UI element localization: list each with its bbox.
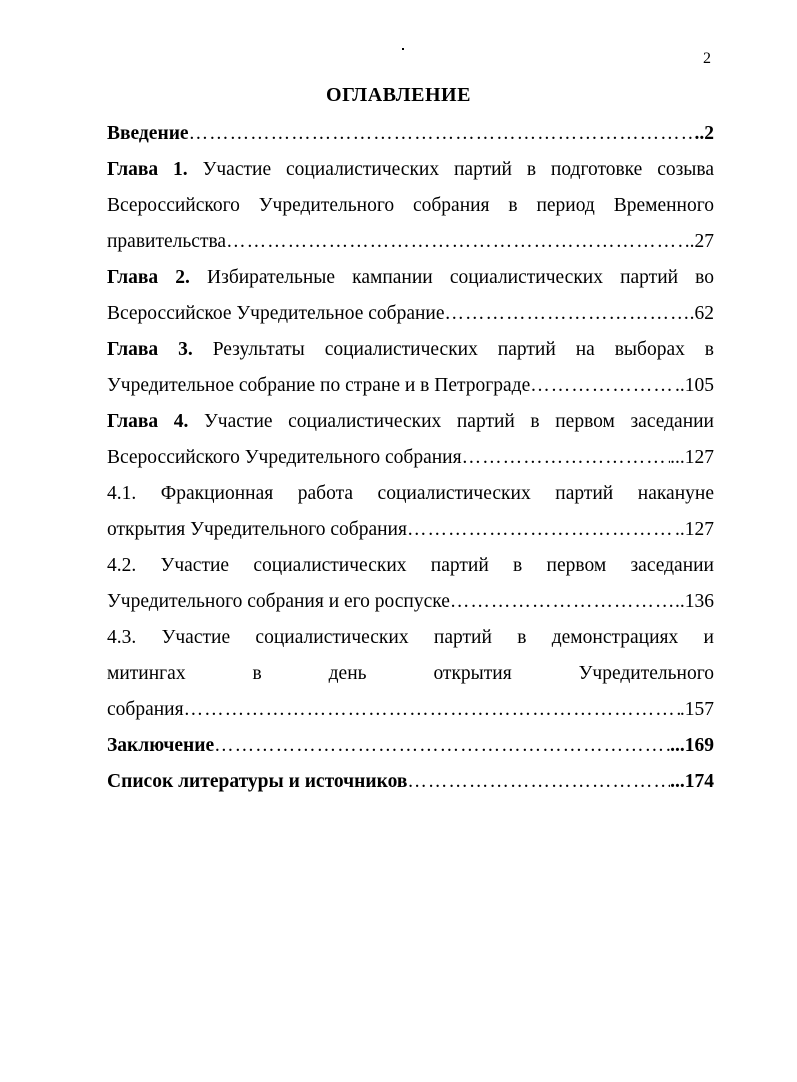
chapter-prefix: Глава 1. bbox=[107, 159, 188, 180]
toc-entry-chapter-2[interactable] bbox=[107, 260, 714, 332]
toc-entry-text: Избирательные кампании социалистических партий во bbox=[207, 267, 714, 288]
dot-leader bbox=[189, 116, 695, 152]
toc-entry-label: Заключение bbox=[107, 735, 215, 756]
toc-entry-section-4-2[interactable] bbox=[107, 548, 714, 620]
dot-leader bbox=[445, 296, 690, 332]
dot-leader bbox=[450, 584, 675, 620]
toc-entry-chapter-4[interactable] bbox=[107, 404, 714, 476]
toc-page-number: ..27 bbox=[684, 231, 714, 252]
toc-page-number: ..105 bbox=[675, 375, 714, 396]
toc-entry-text: Участие социалистических партий в подготовке созыва bbox=[202, 159, 714, 180]
chapter-prefix: Глава 2. bbox=[107, 267, 190, 288]
chapter-prefix: Глава 3. bbox=[107, 339, 193, 360]
toc-entry-section-4-1[interactable] bbox=[107, 476, 714, 548]
toc-entry-text: 4.3. Участие социалистических партий в демонстрациях и bbox=[107, 627, 714, 648]
toc-entry-text: Всероссийского Учредительного собрания bbox=[107, 447, 462, 468]
toc-entry-text: 4.2. Участие социалистических партий в первом заседании bbox=[107, 555, 714, 576]
chapter-prefix: Глава 4. bbox=[107, 411, 189, 432]
toc-entry-label: Введение bbox=[107, 123, 189, 144]
dot-leader bbox=[226, 224, 685, 260]
toc-entry-intro[interactable] bbox=[107, 116, 714, 152]
toc-entry-chapter-3[interactable] bbox=[107, 332, 714, 404]
toc-entry-text: Учредительного собрания и его роспуске bbox=[107, 591, 450, 612]
toc-page-number: ..2 bbox=[694, 123, 714, 144]
toc-page-number: .157 bbox=[679, 699, 714, 720]
toc-entry-section-4-3[interactable] bbox=[107, 620, 714, 728]
toc-page-number: .62 bbox=[689, 303, 714, 324]
toc-entry-text: Участие социалистических партий в первом заседании bbox=[204, 411, 714, 432]
toc-entry-conclusion[interactable] bbox=[107, 728, 714, 764]
toc-entry-text: Учредительное собрание по стране и в Петрограде bbox=[107, 375, 531, 396]
toc-entry-text: Результаты социалистических партий на выборах в bbox=[212, 339, 714, 360]
dot-leader bbox=[214, 728, 670, 764]
toc-page-number: ...127 bbox=[670, 447, 714, 468]
toc-entry-text: митингах в день открытия Учредительного bbox=[107, 663, 714, 684]
toc-entry-chapter-1[interactable] bbox=[107, 152, 714, 260]
toc-page-number: ...169 bbox=[670, 735, 714, 756]
page-number: 2 bbox=[703, 50, 711, 67]
dot-leader bbox=[530, 368, 675, 404]
toc-entry-references[interactable] bbox=[107, 764, 714, 800]
toc-entry-text: собрания bbox=[107, 699, 184, 720]
dot-leader bbox=[184, 692, 680, 728]
page-title: ОГЛАВЛЕНИЕ bbox=[326, 84, 471, 106]
toc-entry-text: правительства bbox=[107, 231, 227, 252]
toc-entry-text: 4.1. Фракционная работа социалистических партий накануне bbox=[107, 483, 714, 504]
table-of-contents bbox=[107, 116, 714, 800]
dot-leader bbox=[462, 440, 671, 476]
toc-entry-text: Всероссийского Учредительного собрания в период Временного bbox=[107, 195, 714, 216]
toc-page-number: ...174 bbox=[670, 771, 714, 792]
toc-entry-text: Всероссийское Учредительное собрание bbox=[107, 303, 445, 324]
scan-speck bbox=[402, 48, 404, 50]
toc-entry-label: Список литературы и источников bbox=[107, 771, 408, 792]
toc-entry-text: открытия Учредительного собрания bbox=[107, 519, 407, 540]
toc-page-number: ..136 bbox=[675, 591, 714, 612]
toc-page-number: ..127 bbox=[675, 519, 714, 540]
dot-leader bbox=[407, 764, 670, 800]
dot-leader bbox=[407, 512, 675, 548]
